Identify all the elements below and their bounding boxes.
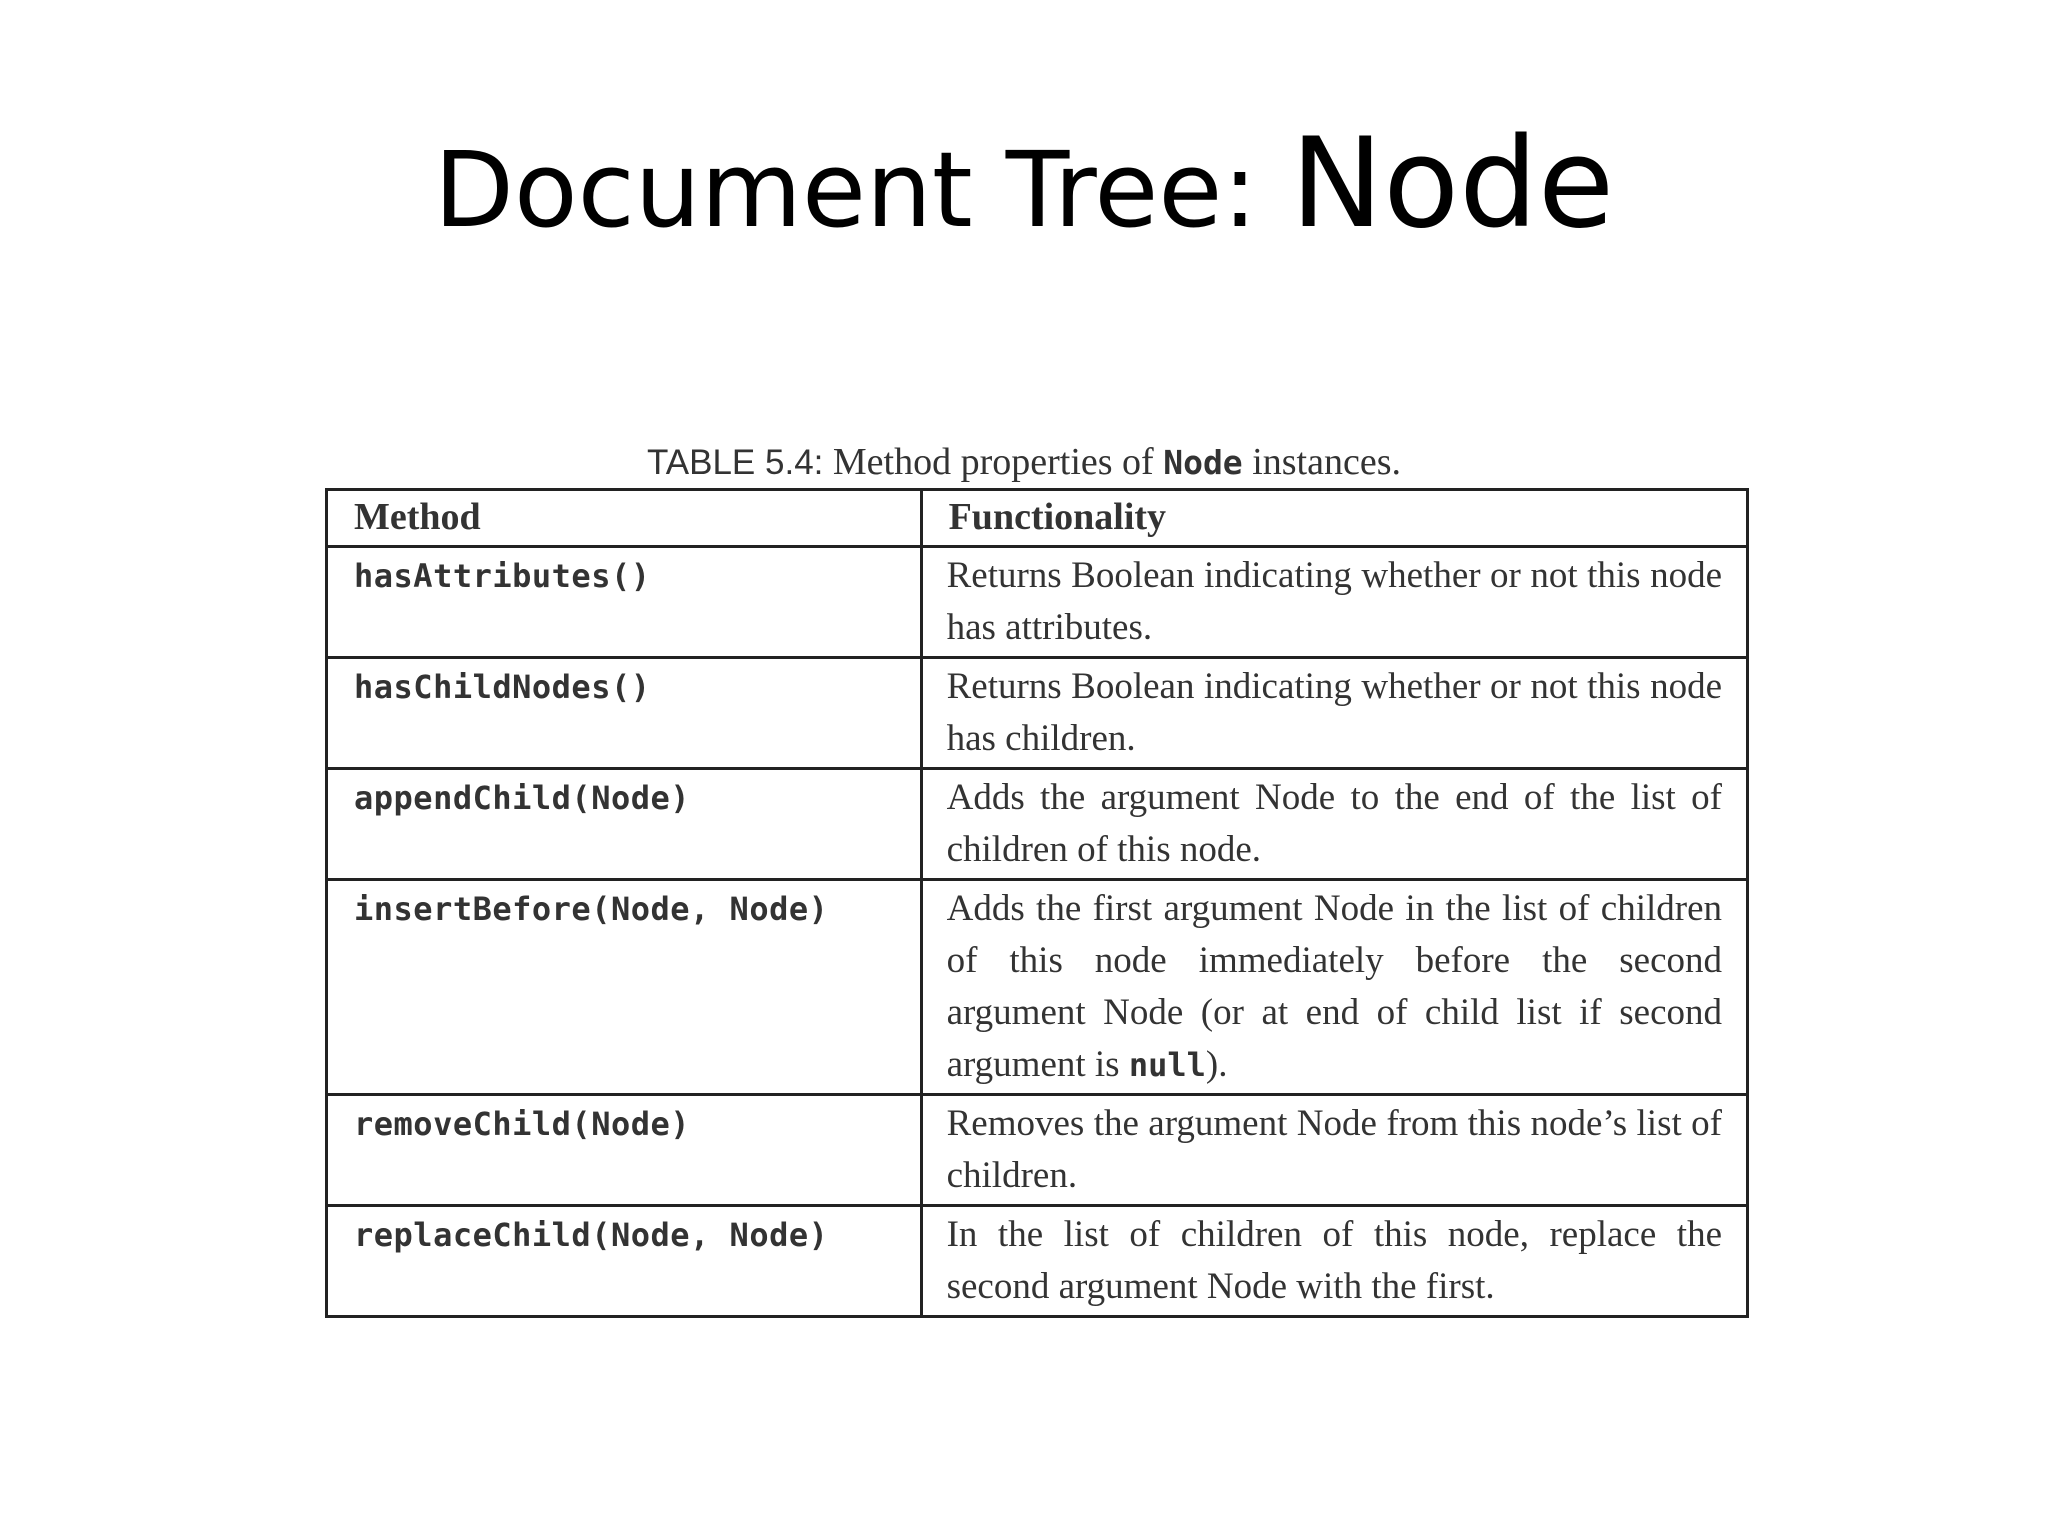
functionality-text-before: Adds the first argument Node in the list of children of this node immediately before the second argument Node (or at end of child list if second argument is: [946, 888, 1722, 1085]
table-header-row: [327, 490, 1748, 547]
table-row: [327, 1095, 1748, 1206]
slide-title: [0, 112, 2048, 256]
functionality-text-after: ).: [1205, 1044, 1228, 1085]
slide-title-main: Document Tree:: [433, 129, 1291, 251]
method-functionality: Adds the argument Node to the end of the list of children of this node.: [921, 769, 1747, 880]
table-row: [327, 769, 1748, 880]
method-functionality: In the list of children of this node, replace the second argument Node with the first.: [921, 1206, 1747, 1317]
table-caption-code: Node: [1163, 443, 1243, 482]
table-caption: [0, 440, 2048, 484]
table-caption-text-before: Method properties of: [823, 441, 1164, 483]
functionality-code: null: [1128, 1046, 1206, 1084]
method-name: hasAttributes(): [327, 547, 922, 658]
table-row: [327, 658, 1748, 769]
method-name: hasChildNodes(): [327, 658, 922, 769]
method-name: insertBefore(Node, Node): [327, 880, 922, 1095]
method-functionality: Returns Boolean indicating whether or not this node has children.: [921, 658, 1747, 769]
table-caption-text-after: instances.: [1242, 441, 1401, 483]
method-functionality: [921, 880, 1747, 1095]
table-row: [327, 547, 1748, 658]
table-row: [327, 880, 1748, 1095]
slide-title-accent: Node: [1290, 112, 1615, 256]
method-name: removeChild(Node): [327, 1095, 922, 1206]
methods-table: [325, 488, 1749, 1318]
method-functionality: Removes the argument Node from this node’s list of children.: [921, 1095, 1747, 1206]
table-caption-label: TABLE 5.4:: [647, 443, 824, 482]
header-method: Method: [327, 490, 922, 547]
method-name: appendChild(Node): [327, 769, 922, 880]
method-functionality: Returns Boolean indicating whether or not this node has attributes.: [921, 547, 1747, 658]
header-functionality: Functionality: [921, 490, 1747, 547]
method-name: replaceChild(Node, Node): [327, 1206, 922, 1317]
table-row: [327, 1206, 1748, 1317]
